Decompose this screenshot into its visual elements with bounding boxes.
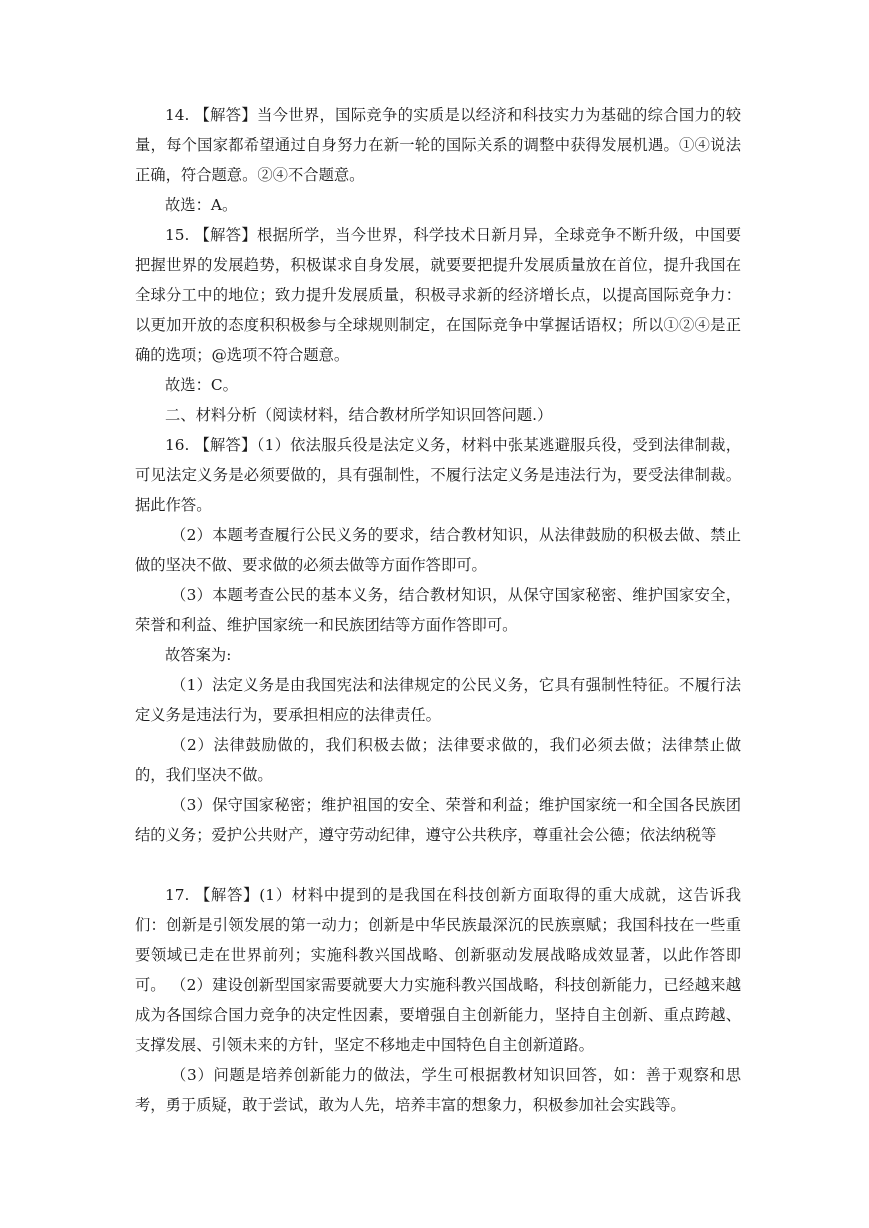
answer-14: 14. 【解答】当今世界，国际竞争的实质是以经济和科技实力为基础的综合国力的较量，每个国家都希望通过自身努力在新一轮的国际关系的调整中获得发展机遇。①④说法正确，符合题意。②④不合题意。 <box>135 106 741 184</box>
answer-15: 15. 【解答】根据所学，当今世界，科学技术日新月异，全球竞争不断升级，中国要把握世界的发展趋势，积极谋求自身发展，就要要把提升发展质量放在首位，提升我国在全球分工中的地位；致力提升发展质量，积极寻求新的经济增长点，以提高国际竞争力：以更加开放的态度积积极参与全球规则制定，在国际竞争中掌握话语权；所以①②④是正确的选项；@选项不符合题意。 <box>135 226 741 364</box>
answer-16-final-3: （3）保守国家秘密；维护祖国的安全、荣誉和利益；维护国家统一和全国各民族团结的义务；爱护公共财产，遵守劳动纪律，遵守公共秩序，尊重社会公德；依法纳税等 <box>135 796 741 844</box>
answer-16-part-3: （3）本题考查公民的基本义务，结合教材知识，从保守国家秘密、维护国家安全，荣誉和利益、维护国家统一和民族团结等方面作答即可。 <box>135 586 741 634</box>
answer-16-final-2: （2）法律鼓励做的，我们积极去做；法律要求做的，我们必须去做；法律禁止做的，我们坚决不做。 <box>135 736 741 784</box>
section-heading: 二、材料分析（阅读材料，结合教材所学知识回答问题.） <box>165 406 553 424</box>
choice-15: 故选：C。 <box>165 376 238 394</box>
choice-14: 故选：A。 <box>165 196 238 214</box>
answer-17: 17. 【解答】(1）材料中提到的是我国在科技创新方面取得的重大成就，这告诉我们：创新是引领发展的第一动力；创新是中华民族最深沉的民族禀赋；我国科技在一些重要领域已走在世界前列；实施科教兴国战略、创新驱动发展战略成效显著，以此作答即可。 <box>135 886 741 994</box>
answer-16-final-1: （1）法定义务是由我国宪法和法律规定的公民义务，它具有强制性特征。不履行法定义务是违法行为，要承担相应的法律责任。 <box>135 676 741 724</box>
answer-16-part-2: （2）本题考查履行公民义务的要求，结合教材知识，从法律鼓励的积极去做、禁止做的坚决不做、要求做的必须去做等方面作答即可。 <box>135 526 741 574</box>
answer-17-part-2: （2）建设创新型国家需要就要大力实施科教兴国战略，科技创新能力，已经越来越成为各国综合国力竞争的决定性因素，要增强自主创新能力，坚持自主创新、重点跨越、支撑发展、引领未来的方针，坚定不移地走中国特色自主创新道路。 <box>135 976 741 1054</box>
answer-16: 16. 【解答】（1）依法服兵役是法定义务，材料中张某逃避服兵役，受到法律制裁，可见法定义务是必须要做的，具有强制性，不履行法定义务是违法行为，要受法律制裁。据此作答。 <box>135 436 741 514</box>
answer-16-conclusion: 故答案为: <box>165 646 232 664</box>
answer-17-part-3: （3）问题是培养创新能力的做法，学生可根据教材知识回答，如：善于观察和思考，勇于质疑，敢于尝试，敢为人先，培养丰富的想象力，积极参加社会实践等。 <box>135 1066 741 1114</box>
